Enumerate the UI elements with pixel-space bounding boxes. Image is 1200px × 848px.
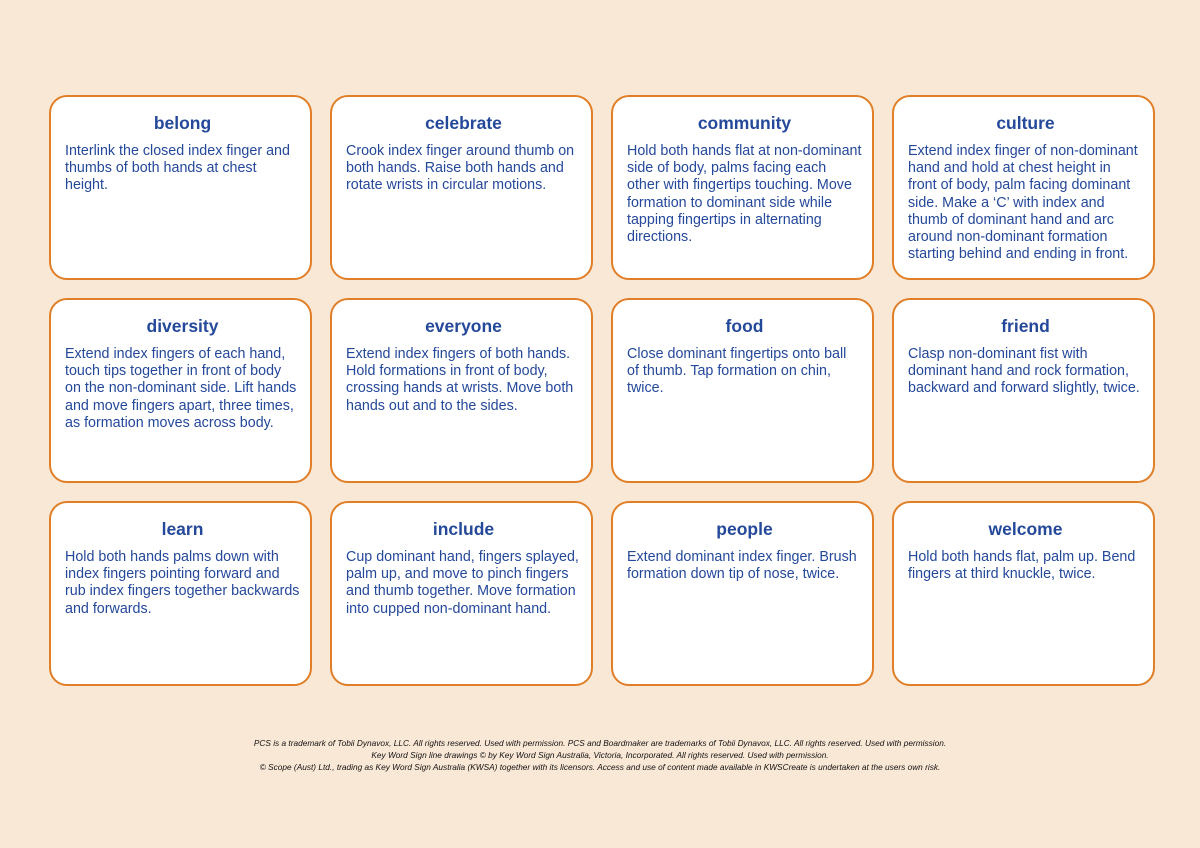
card-description: Cup dominant hand, fingers splayed, palm up, and move to pinch fingers and thumb together. Move formation into cupped non-dominant hand. [346,549,579,617]
sign-card-belong [49,95,312,280]
sign-card-food [611,298,874,483]
card-title: diversity [146,316,219,336]
card-title: culture [996,113,1055,133]
card-description: Extend index fingers of both hands. Hold formations in front of body, crossing hands at wrists. Move both hands out and to the sides. [346,346,574,414]
sign-card-celebrate [330,95,593,280]
footer-line-1: PCS is a trademark of Tobii Dynavox, LLC. All rights reserved. Used with permission. PCS and Boardmaker are trademarks of Tobii Dynavox, LLC. All rights reserved. Used with permission. [253,738,947,748]
sign-card-people [611,501,874,686]
card-title: everyone [425,316,502,336]
sign-card-culture [892,95,1155,280]
footer-line-2: Key Word Sign line drawings © by Key Word Sign Australia, Victoria, Incorporated. All rights reserved. Used with permission. [371,750,829,761]
sign-card-welcome [892,501,1155,686]
sign-card-friend [892,298,1155,483]
card-description: Interlink the closed index finger and thumbs of both hands at chest height. [65,143,290,194]
card-description: Extend dominant index finger. Brush formation down tip of nose, twice. [627,549,857,583]
card-description: Extend index finger of non-dominant hand and hold at chest height in front of body, palm facing dominant side. Make a ‘C’ with index and thumb of dominant hand and arc around non-dominant formation starting behind and ending in front. [908,143,1138,263]
sign-card-include [330,501,593,686]
card-title: celebrate [425,113,502,133]
footer-line-3: © Scope (Aust) Ltd., trading as Key Word Sign Australia (KWSA) together with its licensors. Access and use of content made available in KWSCreate is undertaken at the users own risk. [259,762,941,773]
sign-card-everyone [330,298,593,483]
sign-card-community [611,95,874,280]
card-title: include [432,519,495,539]
card-description: Hold both hands flat, palm up. Bend fingers at third knuckle, twice. [908,549,1136,583]
card-title: welcome [988,519,1063,539]
card-title: friend [1001,316,1050,336]
card-title: belong [153,113,212,133]
card-description: Extend index fingers of each hand, touch tips together in front of body on the non-dominant side. Lift hands and move fingers apart, three times, as formation moves across body. [65,346,297,431]
card-description: Crook index finger around thumb on both hands. Raise both hands and rotate wrists in circular motions. [346,143,575,194]
card-description: Close dominant fingertips onto ball of thumb. Tap formation on chin, twice. [627,346,847,397]
card-description: Hold both hands flat at non-dominant side of body, palms facing each other with fingertips touching. Move formation to dominant side while tapping fingertips in alternating directions. [627,143,862,246]
card-description: Clasp non-dominant fist with dominant hand and rock formation, backward and forward slightly, twice. [908,346,1140,397]
sign-card-diversity [49,298,312,483]
card-title: food [725,316,764,336]
card-title: people [716,519,773,539]
sign-card-grid [49,95,1155,686]
card-title: community [697,113,792,133]
card-title: learn [161,519,204,539]
copyright-footer [0,737,1200,774]
card-description: Hold both hands palms down with index fingers pointing forward and rub index fingers together backwards and forwards. [65,549,300,617]
sign-card-learn [49,501,312,686]
